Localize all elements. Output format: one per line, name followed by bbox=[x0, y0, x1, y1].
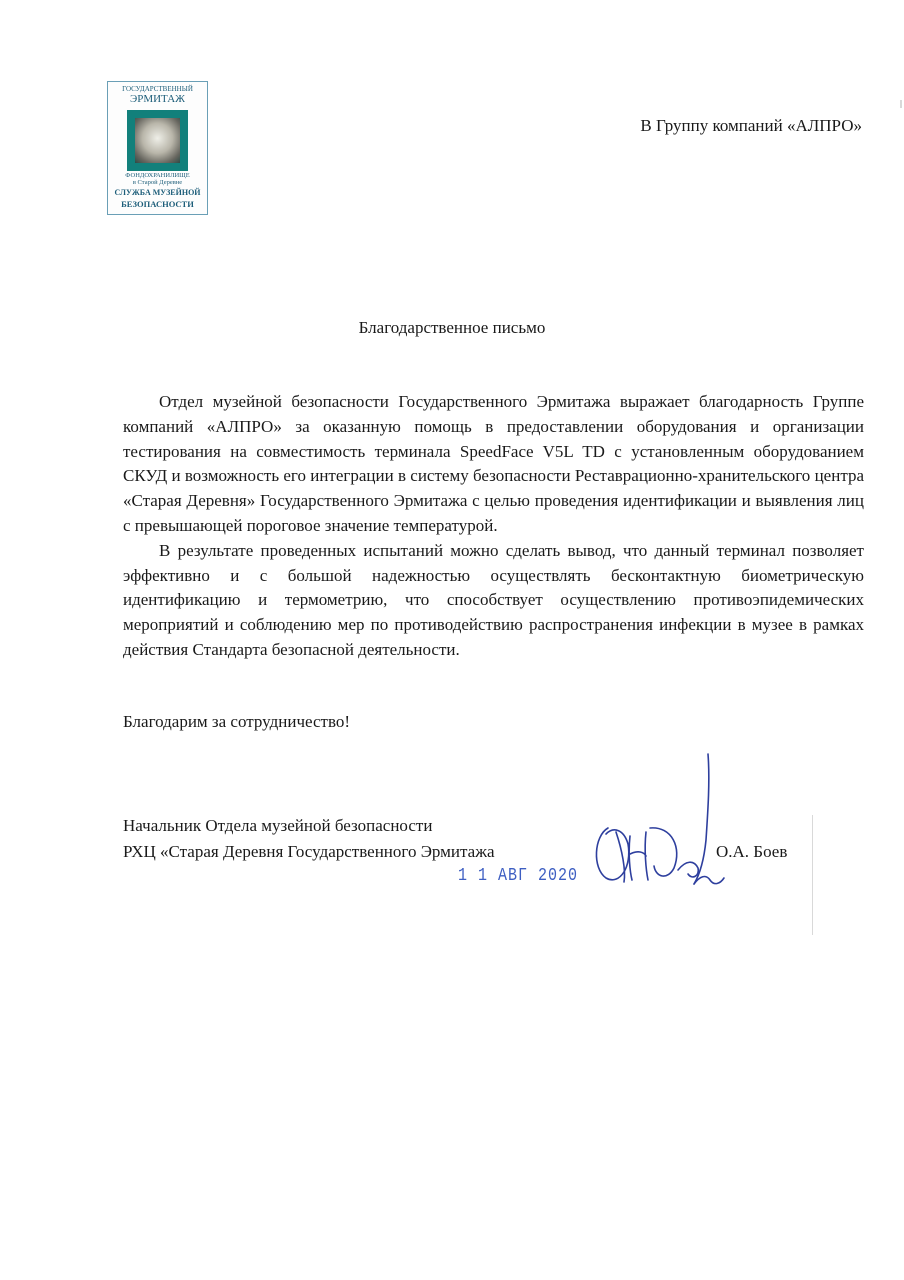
logo-text-line1: ГОСУДАРСТВЕННЫЙ bbox=[122, 85, 193, 93]
logo-text-line6: БЕЗОПАСНОСТИ bbox=[121, 199, 194, 209]
addressee: В Группу компаний «АЛПРО» bbox=[640, 116, 862, 135]
logo-text-line4: в Старой Деревне bbox=[132, 179, 183, 186]
logo-text-line5: СЛУЖБА МУЗЕЙНОЙ bbox=[114, 188, 201, 197]
logo-text-line2: ЭРМИТАЖ bbox=[129, 93, 186, 105]
signatory-position-line1: Начальник Отдела музейной безопасности bbox=[123, 816, 433, 835]
letter-title: Благодарственное письмо bbox=[358, 318, 546, 337]
hermitage-logo bbox=[107, 81, 208, 215]
scan-edge-mark-middle bbox=[812, 815, 813, 935]
date-stamp: 1 1 АВГ 2020 bbox=[458, 864, 579, 887]
handwritten-signature bbox=[584, 750, 734, 900]
closing-line: Благодарим за сотрудничество! bbox=[123, 712, 351, 731]
column-capital-image bbox=[127, 110, 188, 171]
signatory-name: О.А. Боев bbox=[716, 842, 788, 861]
column-capital-photo bbox=[135, 118, 180, 163]
scan-edge-mark-right bbox=[900, 100, 902, 108]
logo-text-line3: ФОНДОХРАНИЛИЩЕ bbox=[125, 172, 190, 179]
body-paragraph-2: В результате проведенных испытаний можно сделать вывод, что данный терминал позволяет эффективно и с большой надежностью осуществлять бесконтактную биометрическую идентификацию и термометрию, что способствует осуществлению противоэпидемических мероприятий и соблюдению мер по противодействию распространения инфекции в музее в рамках действия Стандарта безопасной деятельности. bbox=[123, 540, 864, 659]
body-paragraph-1: Отдел музейной безопасности Государственного Эрмитажа выражает благодарность Группе компаний «АЛПРО» за оказанную помощь в предоставлении оборудования и организации тестирования на совместимость терминала SpeedFace V5L TD с установленным оборудованием СКУД и возможность его интеграции в систему безопасности Реставрационно-хранительского центра «Старая Деревня» Государственного Эрмитажа с целью проведения идентификации и выявления лиц с превышающей пороговое значение температурой. bbox=[123, 392, 864, 535]
letter-body bbox=[123, 390, 864, 663]
signatory-position-line2: РХЦ «Старая Деревня Государственного Эрмитажа bbox=[123, 842, 495, 861]
